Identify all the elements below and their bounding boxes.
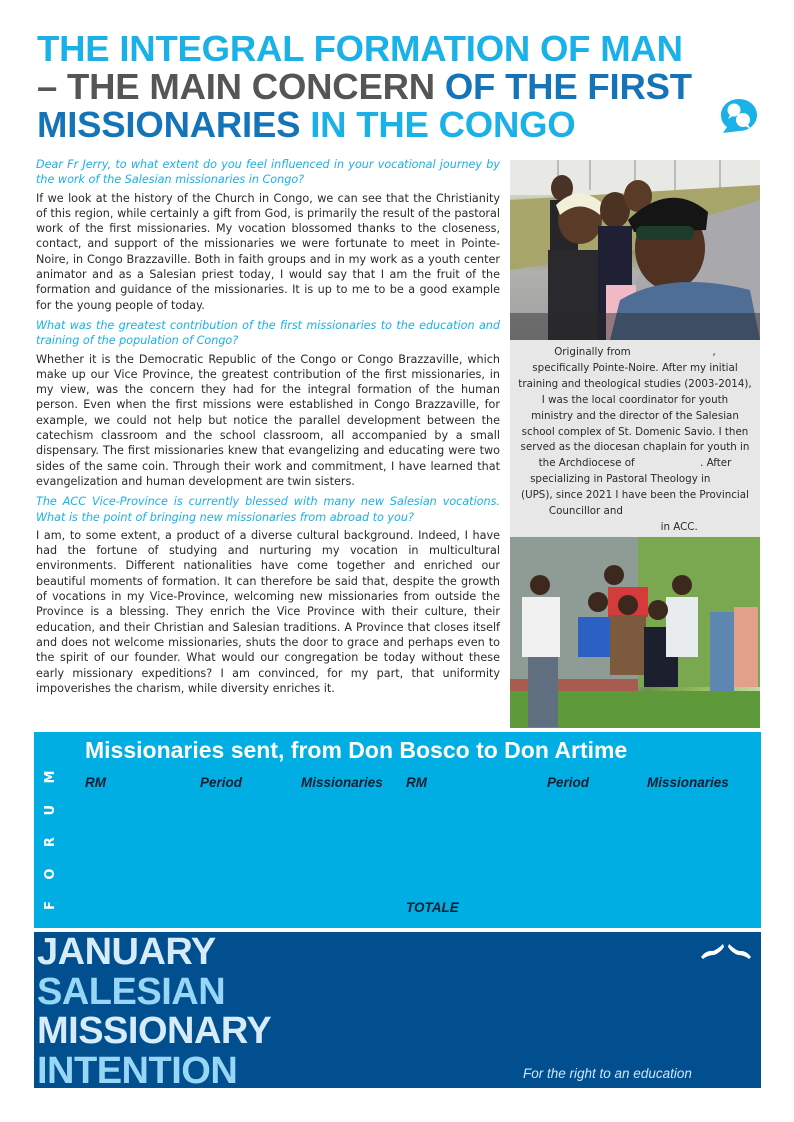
title-line2-gray: – THE MAIN CONCERN [37,66,445,107]
intention-line3: MISSIONARY [37,1010,272,1052]
column-header-rm: RM [85,775,106,790]
missionary-intention-box [34,931,761,1092]
title-line2-blue: OF THE FIRST [444,66,692,107]
total-label: TOTALE [406,900,459,915]
caption-line: in ACC. [572,520,698,533]
column-header-rm-2: RM [406,775,427,790]
interview-article [36,157,500,701]
speech-bubbles-icon [719,98,759,134]
intention-month: JANUARY [37,931,216,973]
question-3: The ACC Vice-Province is currently blessed with many new Salesian vocations. What is the point of bringing new missionaries from abroad to you? [36,495,500,524]
title-line3-blue: MISSIONARIES [37,104,311,145]
photo-shadow [510,313,760,340]
column-header-period-2: Period [547,775,590,790]
photo-placeholder [510,537,760,728]
caption-line: Originally from , [554,346,716,358]
caption-line: school complex of St. Domenic Savio. I then [521,425,749,438]
intention-line4: INTENTION [37,1049,238,1092]
intention-title [37,933,271,1091]
title-line1: THE INTEGRAL FORMATION OF MAN [37,28,683,69]
caption-line: training and theological studies (2003-2014), [518,377,752,390]
page-title [37,30,717,144]
caption-line: the Archdiocese of . After [538,457,732,470]
question-1: Dear Fr Jerry, to what extent do you feel influenced in your vocational journey by the work of the Salesian missionaries in Congo? [36,158,500,187]
forum-box [34,732,761,928]
forum-title: Missionaries sent, from Don Bosco to Don Artime [85,737,628,763]
forum-vertical-label: FORUM [43,749,58,910]
answer-3: I am, to some extent, a product of a diverse cultural background. Indeed, I have had the fortune of studying and nurturing my vocation in multicultural environments. Different nationalities have come together and enriched our beautiful moments of formation. It can therefore be said that, despite the growth of vocations in my Vice-Province, welcoming new missionaries from outside the Province is a blessing. They enrich the Vice Province with their culture, their education, and their Christian and Salesian traditions. A Province that closes itself and does not welcome missionaries, shuts the door to grace and perhaps even to the spirit of our founder. What would our congregation be today without these early missionary expeditions? I am convinced, for my part, that uniformity impoverishes the charism, while diversity enriches it. [36,528,500,695]
caption-line: ministry and the director of the Salesian [531,409,739,422]
intention-line2: SALESIAN [37,970,226,1013]
column-header-missionaries-2: Missionaries [647,775,729,790]
title-line3-cyan: IN THE CONGO [310,104,576,145]
caption-line: specializing in Pastoral Theology in [530,473,740,486]
selfie-photo [510,160,760,340]
caption-line: specifically Pointe-Noire. After my initial [532,361,738,374]
missionaries-table [34,732,761,928]
intention-subtitle: For the right to an education [523,1066,692,1081]
question-2: What was the greatest contribution of the first missionaries to the education and training of the population of Congo? [36,318,500,348]
caption-line: served as the diocesan chaplain for youth in [520,441,750,454]
bio-caption [510,340,760,537]
group-photo [510,537,760,728]
column-header-period: Period [200,775,243,790]
praying-hands-icon [700,942,752,960]
answer-1: If we look at the history of the Church in Congo, we can see that the Christianity of this region, while certainly a gift from God, is primarily the result of the pastoral work of the first missionaries. My vocation blossomed thanks to the closeness, contact, and support of the missionaries we were fortunate to meet in Pointe-Noire, in Congo Brazzaville. Both in faith groups and in my work as a youth center animator and as a Salesian priest today, I would say that I am the fruit of the formation and guidance of the missionaries. It is up to me to be a good example for the young people of today. [36,191,500,312]
caption-line: Councillor and [548,505,722,518]
column-header-missionaries: Missionaries [301,775,383,790]
caption-line: (UPS), since 2021 I have been the Provincial [521,489,749,502]
answer-2: Whether it is the Democratic Republic of the Congo or Congo Brazzaville, which make up our Vice Province, the greatest contribution of the first missionaries, in my view, was the concern they had for the integral formation of the human person. Even when the first missions were established in Congo Brazzaville, for example, we could not help but notice the parallel development between the catechism classroom and the school classroom, all accompanied by a small dispensary. The first missionaries knew that evangelizing and educating were two sides of the same coin. Through their work and commitment, I have learned that evangelization and human development are twin sisters. [36,352,500,488]
caption-line: I was the local coordinator for youth [541,393,729,406]
